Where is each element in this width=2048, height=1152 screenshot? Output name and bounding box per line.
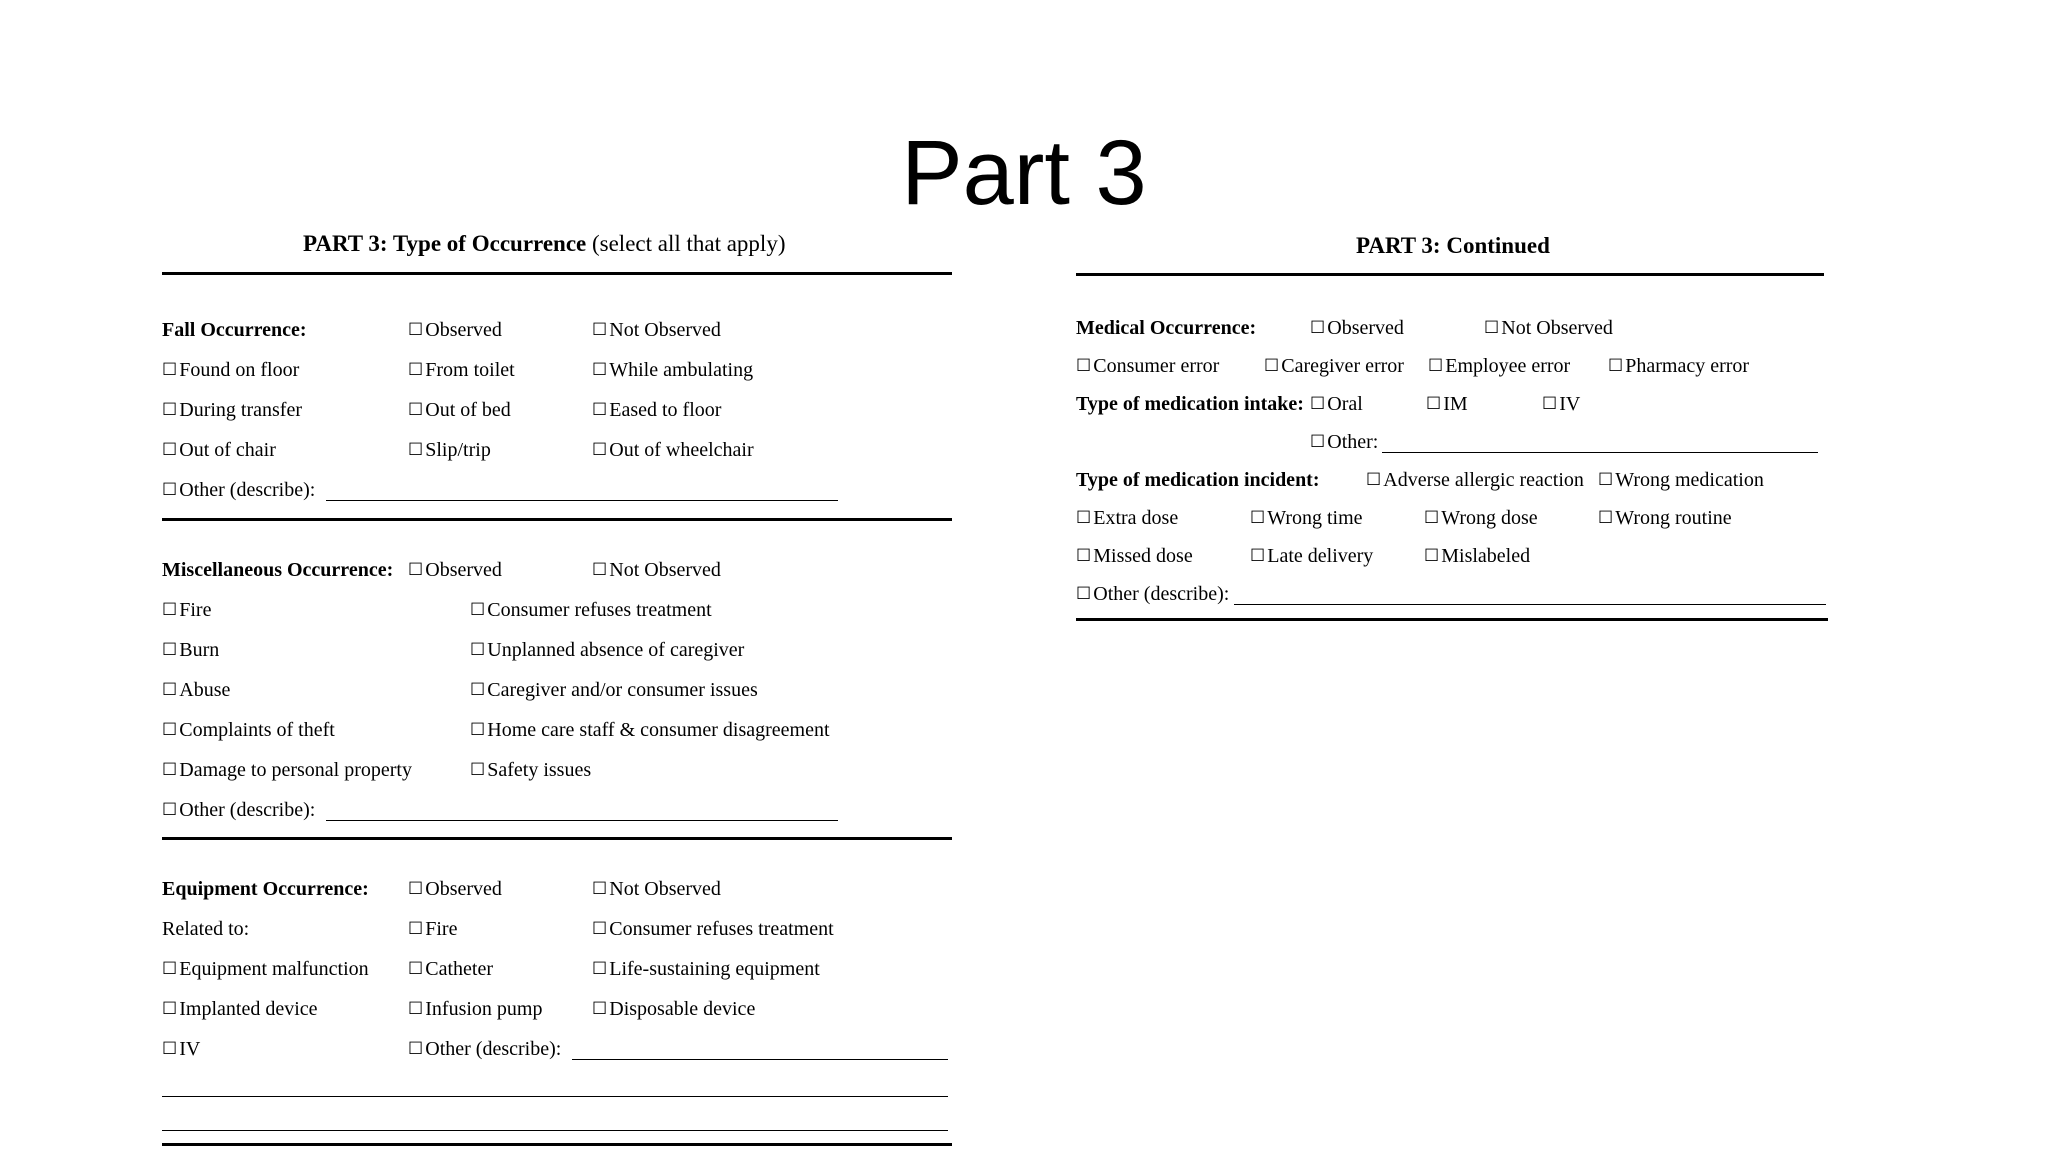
checkbox-icon: ☐ bbox=[1250, 546, 1266, 566]
checkbox-icon: ☐ bbox=[162, 600, 178, 620]
checkbox-option[interactable]: ☐ Extra dose bbox=[1076, 507, 1179, 529]
checkbox-option[interactable]: ☐ Wrong medication bbox=[1598, 469, 1764, 491]
checkbox-option[interactable]: ☐ From toilet bbox=[408, 359, 515, 381]
checkbox-option[interactable]: ☐ Catheter bbox=[408, 958, 493, 980]
checkbox-icon: ☐ bbox=[1424, 508, 1440, 528]
checkbox-icon: ☐ bbox=[1310, 318, 1326, 338]
section-divider bbox=[1076, 618, 1828, 621]
checkbox-icon: ☐ bbox=[408, 320, 424, 340]
checkbox-option[interactable]: ☐ Out of chair bbox=[162, 439, 276, 461]
intake-other-checkbox[interactable]: ☐ Other: bbox=[1310, 431, 1379, 453]
medical-observed-checkbox[interactable]: ☐ Observed bbox=[1310, 317, 1404, 339]
checkbox-option[interactable]: ☐ Wrong routine bbox=[1598, 507, 1732, 529]
checkbox-icon: ☐ bbox=[408, 400, 424, 420]
checkbox-icon: ☐ bbox=[162, 1039, 178, 1059]
section-divider bbox=[162, 1143, 952, 1146]
checkbox-icon: ☐ bbox=[1310, 394, 1326, 414]
checkbox-option[interactable]: ☐ IM bbox=[1426, 393, 1468, 415]
checkbox-icon: ☐ bbox=[1484, 318, 1500, 338]
equipment-other-input-line[interactable] bbox=[572, 1059, 948, 1060]
checkbox-option[interactable]: ☐ Home care staff & consumer disagreement bbox=[470, 719, 830, 741]
checkbox-option[interactable]: ☐ Equipment malfunction bbox=[162, 958, 369, 980]
checkbox-icon: ☐ bbox=[162, 360, 178, 380]
part3-continued-header: PART 3: Continued bbox=[1356, 233, 1550, 258]
checkbox-icon: ☐ bbox=[408, 919, 424, 939]
checkbox-icon: ☐ bbox=[592, 440, 608, 460]
checkbox-icon: ☐ bbox=[162, 800, 178, 820]
intake-other-input-line[interactable] bbox=[1382, 452, 1818, 453]
checkbox-option[interactable]: ☐ Eased to floor bbox=[592, 399, 722, 421]
checkbox-icon: ☐ bbox=[592, 320, 608, 340]
checkbox-icon: ☐ bbox=[592, 879, 608, 899]
checkbox-option[interactable]: ☐ Caregiver error bbox=[1264, 355, 1404, 377]
checkbox-icon: ☐ bbox=[1366, 470, 1382, 490]
checkbox-icon: ☐ bbox=[470, 680, 486, 700]
checkbox-icon: ☐ bbox=[1076, 356, 1092, 376]
checkbox-icon: ☐ bbox=[470, 600, 486, 620]
checkbox-icon: ☐ bbox=[162, 999, 178, 1019]
checkbox-option[interactable]: ☐ Disposable device bbox=[592, 998, 756, 1020]
checkbox-icon: ☐ bbox=[408, 879, 424, 899]
misc-other-checkbox[interactable]: ☐ Other (describe): bbox=[162, 799, 316, 821]
header-rule bbox=[162, 272, 952, 275]
checkbox-icon: ☐ bbox=[408, 440, 424, 460]
checkbox-option[interactable]: ☐ While ambulating bbox=[592, 359, 754, 381]
equipment-not-observed-checkbox[interactable]: ☐ Not Observed bbox=[592, 878, 721, 900]
checkbox-option[interactable]: ☐ Pharmacy error bbox=[1608, 355, 1750, 377]
checkbox-icon: ☐ bbox=[408, 1039, 424, 1059]
checkbox-option[interactable]: ☐ Consumer error bbox=[1076, 355, 1220, 377]
checkbox-icon: ☐ bbox=[592, 560, 608, 580]
slide-title: Part 3 bbox=[901, 122, 1147, 224]
medical-not-observed-checkbox[interactable]: ☐ Not Observed bbox=[1484, 317, 1613, 339]
misc-not-observed-checkbox[interactable]: ☐ Not Observed bbox=[592, 559, 721, 581]
fall-occurrence-label: Fall Occurrence: bbox=[162, 319, 307, 341]
checkbox-option[interactable]: ☐ Caregiver and/or consumer issues bbox=[470, 679, 758, 701]
medication-intake-label: Type of medication intake: bbox=[1076, 393, 1304, 415]
medication-incident-label: Type of medication incident: bbox=[1076, 469, 1320, 491]
related-to-label: Related to: bbox=[162, 918, 250, 940]
checkbox-icon: ☐ bbox=[408, 360, 424, 380]
checkbox-option[interactable]: ☐ Damage to personal property bbox=[162, 759, 412, 781]
checkbox-icon: ☐ bbox=[1076, 508, 1092, 528]
checkbox-option[interactable]: ☐ Late delivery bbox=[1250, 545, 1374, 567]
section-divider bbox=[162, 518, 952, 521]
checkbox-icon: ☐ bbox=[592, 919, 608, 939]
equipment-other-checkbox[interactable]: ☐ Other (describe): bbox=[408, 1038, 562, 1060]
checkbox-icon: ☐ bbox=[1542, 394, 1558, 414]
checkbox-icon: ☐ bbox=[1310, 432, 1326, 452]
checkbox-option[interactable]: ☐ Missed dose bbox=[1076, 545, 1193, 567]
fall-not-observed-checkbox[interactable]: ☐ Not Observed bbox=[592, 319, 721, 341]
checkbox-option[interactable]: ☐ Consumer refuses treatment bbox=[592, 918, 834, 940]
checkbox-option[interactable]: ☐ Wrong time bbox=[1250, 507, 1363, 529]
fall-other-input-line[interactable] bbox=[326, 500, 838, 501]
checkbox-option[interactable]: ☐ Oral bbox=[1310, 393, 1363, 415]
checkbox-icon: ☐ bbox=[1426, 394, 1442, 414]
checkbox-option[interactable]: ☐ Safety issues bbox=[470, 759, 592, 781]
checkbox-option[interactable]: ☐ Adverse allergic reaction bbox=[1366, 469, 1584, 491]
checkbox-option[interactable]: ☐ Complaints of theft bbox=[162, 719, 335, 741]
checkbox-icon: ☐ bbox=[162, 760, 178, 780]
checkbox-icon: ☐ bbox=[162, 720, 178, 740]
checkbox-icon: ☐ bbox=[162, 680, 178, 700]
equipment-occurrence-label: Equipment Occurrence: bbox=[162, 878, 369, 900]
checkbox-option[interactable]: ☐ Unplanned absence of caregiver bbox=[470, 639, 745, 661]
equipment-other-input-line-3[interactable] bbox=[162, 1130, 948, 1131]
checkbox-option[interactable]: ☐ Slip/trip bbox=[408, 439, 491, 461]
incident-other-input-line[interactable] bbox=[1234, 604, 1826, 605]
checkbox-icon: ☐ bbox=[408, 560, 424, 580]
checkbox-option[interactable]: ☐ IV bbox=[162, 1038, 201, 1060]
equipment-other-input-line-2[interactable] bbox=[162, 1096, 948, 1097]
checkbox-icon: ☐ bbox=[1598, 508, 1614, 528]
checkbox-option[interactable]: ☐ Fire bbox=[408, 918, 458, 940]
checkbox-option[interactable]: ☐ Found on floor bbox=[162, 359, 300, 381]
checkbox-icon: ☐ bbox=[1428, 356, 1444, 376]
medical-occurrence-label: Medical Occurrence: bbox=[1076, 317, 1257, 339]
checkbox-option[interactable]: ☐ Out of bed bbox=[408, 399, 511, 421]
checkbox-icon: ☐ bbox=[470, 720, 486, 740]
incident-other-checkbox[interactable]: ☐ Other (describe): bbox=[1076, 583, 1230, 605]
checkbox-option[interactable]: ☐ Life-sustaining equipment bbox=[592, 958, 820, 980]
checkbox-option[interactable]: ☐ Employee error bbox=[1428, 355, 1571, 377]
checkbox-icon: ☐ bbox=[592, 959, 608, 979]
checkbox-icon: ☐ bbox=[408, 999, 424, 1019]
checkbox-icon: ☐ bbox=[1424, 546, 1440, 566]
misc-observed-checkbox[interactable]: ☐ Observed bbox=[408, 559, 502, 581]
checkbox-option[interactable]: ☐ Mislabeled bbox=[1424, 545, 1531, 567]
checkbox-option[interactable]: ☐ During transfer bbox=[162, 399, 302, 421]
section-divider bbox=[162, 837, 952, 840]
checkbox-icon: ☐ bbox=[1598, 470, 1614, 490]
fall-observed-checkbox[interactable]: ☐ Observed bbox=[408, 319, 502, 341]
checkbox-option[interactable]: ☐ Fire bbox=[162, 599, 212, 621]
part3-header: PART 3: Type of Occurrence (select all that apply) bbox=[303, 231, 786, 256]
checkbox-icon: ☐ bbox=[162, 400, 178, 420]
checkbox-option[interactable]: ☐ Out of wheelchair bbox=[592, 439, 754, 461]
checkbox-option[interactable]: ☐ IV bbox=[1542, 393, 1581, 415]
checkbox-icon: ☐ bbox=[470, 760, 486, 780]
checkbox-option[interactable]: ☐ Infusion pump bbox=[408, 998, 543, 1020]
checkbox-icon: ☐ bbox=[1608, 356, 1624, 376]
misc-other-input-line[interactable] bbox=[326, 820, 838, 821]
checkbox-icon: ☐ bbox=[162, 640, 178, 660]
checkbox-option[interactable]: ☐ Implanted device bbox=[162, 998, 318, 1020]
checkbox-option[interactable]: ☐ Burn bbox=[162, 639, 220, 661]
checkbox-icon: ☐ bbox=[1264, 356, 1280, 376]
checkbox-option[interactable]: ☐ Wrong dose bbox=[1424, 507, 1538, 529]
checkbox-option[interactable]: ☐ Consumer refuses treatment bbox=[470, 599, 712, 621]
checkbox-icon: ☐ bbox=[162, 480, 178, 500]
checkbox-option[interactable]: ☐ Abuse bbox=[162, 679, 231, 701]
checkbox-icon: ☐ bbox=[1076, 546, 1092, 566]
checkbox-icon: ☐ bbox=[592, 360, 608, 380]
checkbox-icon: ☐ bbox=[1250, 508, 1266, 528]
header-rule bbox=[1076, 273, 1824, 276]
misc-occurrence-label: Miscellaneous Occurrence: bbox=[162, 559, 394, 581]
checkbox-icon: ☐ bbox=[162, 440, 178, 460]
checkbox-icon: ☐ bbox=[408, 959, 424, 979]
fall-other-checkbox[interactable]: ☐ Other (describe): bbox=[162, 479, 316, 501]
equipment-observed-checkbox[interactable]: ☐ Observed bbox=[408, 878, 502, 900]
checkbox-icon: ☐ bbox=[592, 999, 608, 1019]
checkbox-icon: ☐ bbox=[162, 959, 178, 979]
checkbox-icon: ☐ bbox=[592, 400, 608, 420]
checkbox-icon: ☐ bbox=[470, 640, 486, 660]
checkbox-icon: ☐ bbox=[1076, 584, 1092, 604]
